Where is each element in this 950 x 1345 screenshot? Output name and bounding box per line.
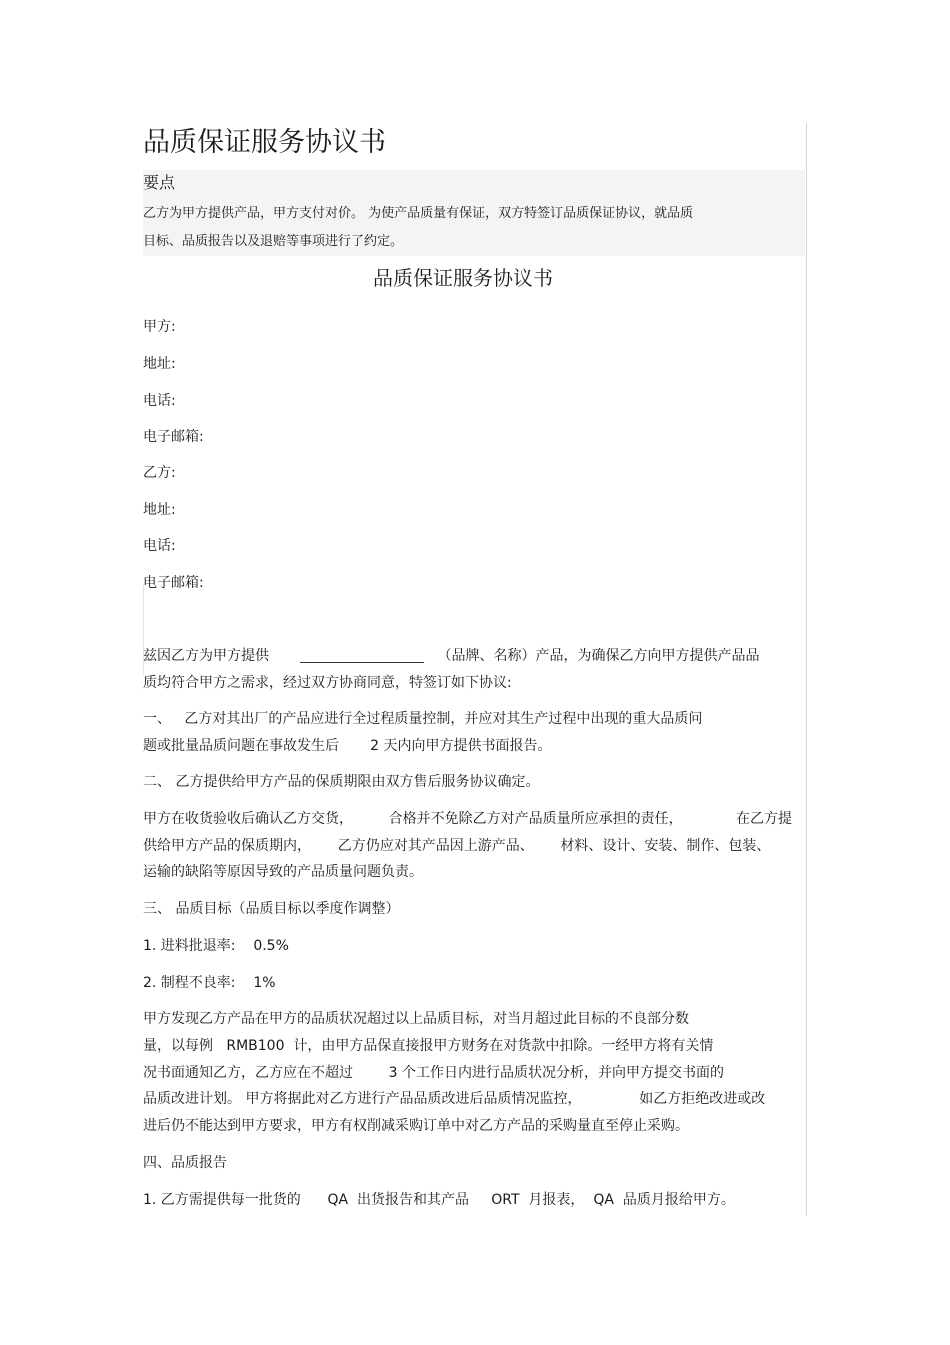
party-a-phone: 电话: bbox=[143, 393, 176, 409]
summary-heading: 要点 bbox=[143, 173, 176, 192]
section-3-paragraph-line: 况书面通知乙方，乙方应在不超过 3 个工作日内进行品质状况分析，并向甲方提交书面的 bbox=[143, 1065, 724, 1081]
section-2-paragraph-line: 甲方在收货验收后确认乙方交货， 合格并不免除乙方对产品质量所应承担的责任， 在乙方提 bbox=[143, 811, 793, 827]
quality-target-item: 1. 进料批退率: 0.5% bbox=[143, 938, 289, 954]
summary-box bbox=[143, 170, 805, 256]
section-1-line: 一、 乙方对其出厂的产品应进行全过程质量控制，并应对其生产过程中出现的重大品质问 bbox=[143, 711, 703, 727]
section-3-heading: 三、 品质目标（品质目标以季度作调整） bbox=[143, 901, 400, 917]
party-a-email: 电子邮箱: bbox=[143, 429, 204, 445]
brand-blank-field[interactable] bbox=[300, 648, 424, 663]
party-b-address: 地址: bbox=[143, 502, 176, 518]
quality-report-item: 1. 乙方需提供每一批货的 QA 出货报告和其产品 ORT 月报表， QA 品质月报给甲方。 bbox=[143, 1192, 735, 1208]
intro-suffix: （品牌、名称）产品，为确保乙方向甲方提供产品品 bbox=[437, 648, 760, 664]
summary-line: 乙方为甲方提供产品，甲方支付对价。 为使产品质量有保证，双方特签订品质保证协议，就品质 bbox=[143, 206, 694, 221]
section-3-paragraph-line: 进后仍不能达到甲方要求，甲方有权削减采购订单中对乙方产品的采购量直至停止采购。 bbox=[143, 1118, 689, 1134]
intro-line bbox=[143, 646, 760, 666]
section-2-paragraph-line: 供给甲方产品的保质期内， 乙方仍应对其产品因上游产品、 材料、设计、安装、制作、包装、 bbox=[143, 838, 771, 854]
party-a-address: 地址: bbox=[143, 356, 176, 372]
party-b-name: 乙方: bbox=[143, 465, 176, 481]
party-b-email: 电子邮箱: bbox=[143, 575, 204, 591]
section-2-heading: 二、 乙方提供给甲方产品的保质期限由双方售后服务协议确定。 bbox=[143, 774, 540, 790]
intro-prefix: 兹因乙方为甲方提供 bbox=[143, 648, 269, 664]
party-b-phone: 电话: bbox=[143, 538, 176, 554]
section-3-paragraph-line: 品质改进计划。 甲方将据此对乙方进行产品品质改进后品质情况监控， 如乙方拒绝改进或改 bbox=[143, 1091, 766, 1107]
quality-target-item: 2. 制程不良率: 1% bbox=[143, 975, 276, 991]
section-1-line: 题或批量品质问题在事故发生后 2 天内向甲方提供书面报告。 bbox=[143, 738, 552, 754]
summary-line: 目标、品质报告以及退赔等事项进行了约定。 bbox=[143, 234, 404, 249]
section-2-paragraph-line: 运输的缺陷等原因导致的产品质量问题负责。 bbox=[143, 864, 423, 880]
party-a-name: 甲方: bbox=[143, 319, 176, 335]
document-page bbox=[143, 123, 807, 1216]
section-3-paragraph-line: 量，以每例 RMB100 计，由甲方品保直接报甲方财务在对货款中扣除。一经甲方将有关情 bbox=[143, 1038, 714, 1054]
section-3-paragraph-line: 甲方发现乙方产品在甲方的品质状况超过以上品质目标，对当月超过此目标的不良部分数 bbox=[143, 1011, 689, 1027]
agreement-title: 品质保证服务协议书 bbox=[373, 266, 553, 290]
document-title: 品质保证服务协议书 bbox=[143, 127, 386, 158]
intro-line-2: 质均符合甲方之需求，经过双方协商同意，特签订如下协议: bbox=[143, 675, 512, 691]
section-4-heading: 四、品质报告 bbox=[143, 1155, 227, 1171]
